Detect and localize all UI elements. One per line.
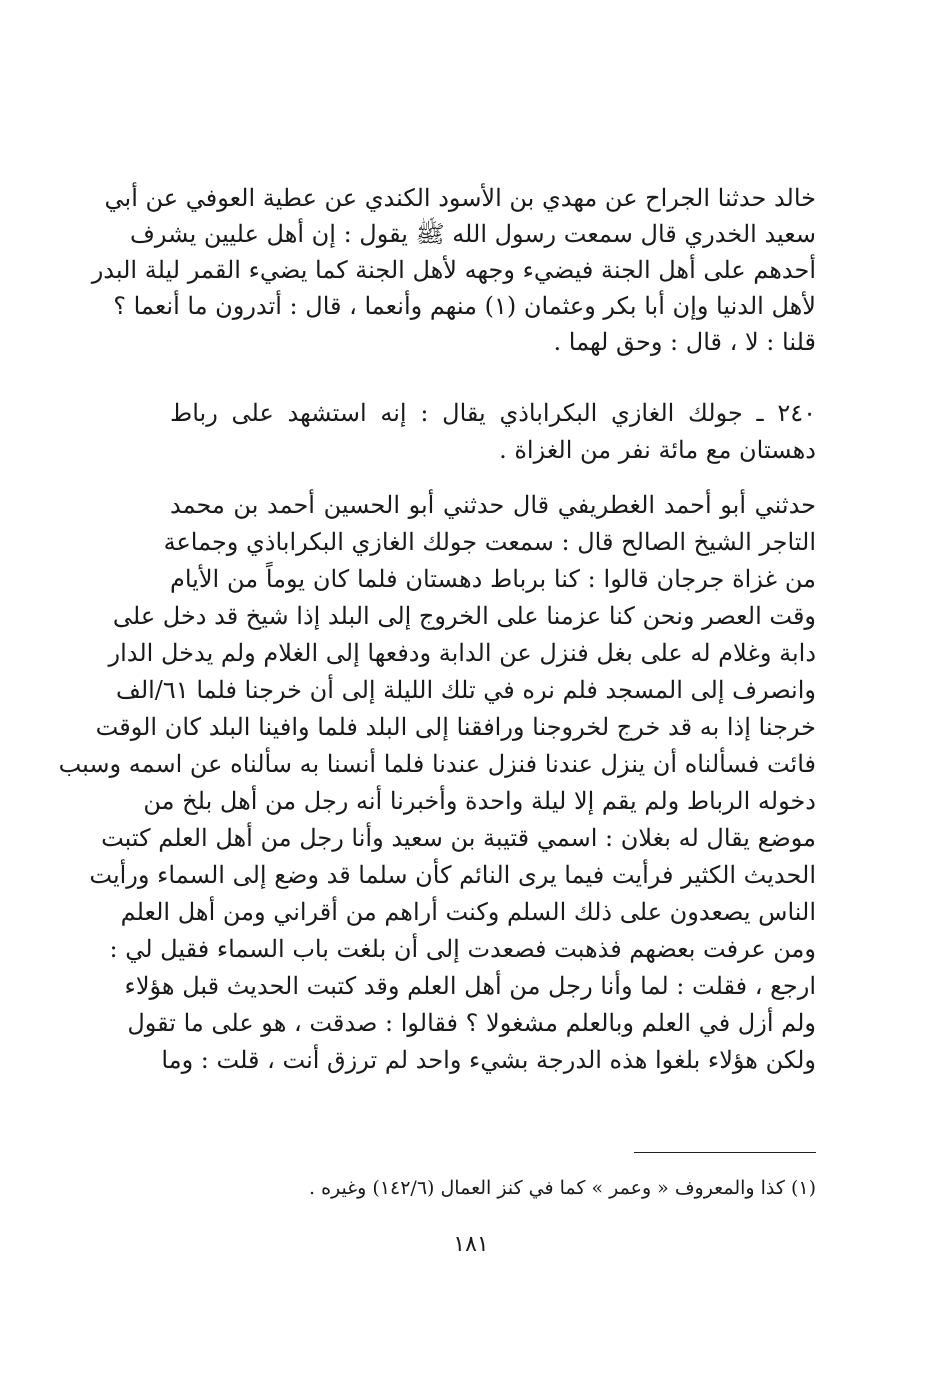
text-line: فائت فسألناه أن ينزل عندنا فنزل عندنا فلما أنسنا به سألناه عن اسمه وسبب (58, 750, 816, 778)
paragraph-hadith (91, 180, 816, 360)
text-line: سعيد الخدري قال سمعت رسول الله ﷺ يقول : إن أهل عليين يشرف (130, 220, 816, 248)
text-line: التاجر الشيخ الصالح قال : سمعت جولك الغازي البكراباذي وجماعة (163, 528, 816, 556)
text-line: الناس يصعدون على ذلك السلم وكنت أراهم من أقراني ومن أهل العلم (120, 898, 816, 926)
footnote-divider (634, 1152, 816, 1153)
text-line: لأهل الدنيا وإن أبا بكر وعثمان (١) منهم وأنعما ، قال : أتدرون ما أنعما ؟ (113, 292, 816, 320)
text-line: موضع يقال له بغلان : اسمي قتيبة بن سعيد وأنا رجل من أهل العلم كتبت (101, 824, 816, 852)
text-line: أحدهم على أهل الجنة فيضيء وجهه لأهل الجنة كما يضيء القمر ليلة البدر (91, 256, 816, 284)
text-line: ولم أزل في العلم وبالعلم مشغولا ؟ فقالوا : صدقت ، هو على ما تقول (127, 1009, 816, 1037)
text-line: دابة وغلام له على بغل فنزل عن الدابة ودفعها إلى الغلام ولم يدخل الدار (108, 639, 816, 667)
text-line: من غزاة جرجان قالوا : كنا برباط دهستان فلما كان يوماً من الأيام (170, 565, 816, 593)
text-line: خالد حدثنا الجراح عن مهدي بن الأسود الكندي عن عطية العوفي عن أبي (104, 184, 816, 212)
footnote: (١) كذا والمعروف « وعمر » كما في كنز العمال (١٤٢/٦) وغيره . (308, 1177, 816, 1199)
paragraph-narration (58, 487, 816, 1079)
text-line: ارجع ، فقلت : لما وأنا رجل من أهل العلم وقد كتبت الحديث قبل هؤلاء (124, 972, 816, 1000)
text-line: خرجنا إذا به قد خرج لخروجنا ورافقنا إلى البلد فلما وافينا البلد كان الوقت (95, 713, 816, 741)
text-line: وانصرف إلى المسجد فلم نره في تلك الليلة إلى أن خرجنا فلما ٦١/الف (115, 676, 816, 704)
text-line: دهستان مع مائة نفر من الغزاة . (499, 436, 816, 464)
text-line: قلنا : لا ، قال : وحق لهما . (553, 328, 816, 356)
paragraph-entry-240 (170, 395, 816, 469)
text-line: ٢٤٠ ـ جولك الغازي البكراباذي يقال : إنه استشهد على رباط (170, 399, 816, 427)
text-line: ولكن هؤلاء بلغوا هذه الدرجة بشيء واحد لم ترزق أنت ، قلت : وما (161, 1046, 816, 1074)
page-number: ١٨١ (453, 1232, 489, 1257)
text-line: دخوله الرباط ولم يقم إلا ليلة واحدة وأخبرنا أنه رجل من أهل بلخ من (143, 787, 816, 815)
text-line: ومن عرفت بعضهم فذهبت فصعدت إلى أن بلغت باب السماء فقيل لي : (109, 935, 816, 963)
text-line: حدثني أبو أحمد الغطريفي قال حدثني أبو الحسين أحمد بن محمد (170, 491, 816, 519)
text-line: الحديث الكثير فرأيت فيما يرى النائم كأن سلما قد وضع إلى السماء ورأيت (89, 861, 816, 889)
text-line: وقت العصر ونحن كنا عزمنا على الخروج إلى البلد إذا شيخ قد دخل على (112, 602, 816, 630)
